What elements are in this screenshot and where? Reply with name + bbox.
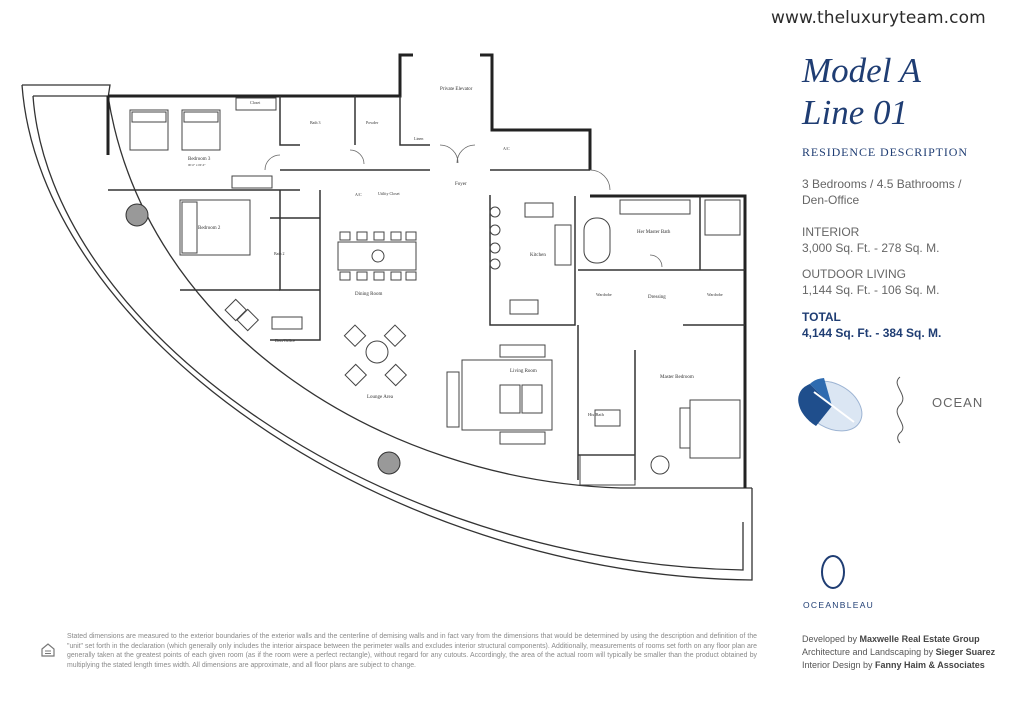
- total-value: 4,144 Sq. Ft. - 384 Sq. M.: [802, 326, 942, 340]
- dim-bedroom3: 00'-0" x 00'-0": [188, 163, 206, 167]
- interior-label: INTERIOR: [802, 225, 860, 239]
- outdoor-value: 1,144 Sq. Ft. - 106 Sq. M.: [802, 283, 940, 297]
- label-bedroom2: Bedroom 2: [198, 226, 221, 231]
- developer-name: Maxwelle Real Estate Group: [859, 634, 980, 644]
- label-bedroom3: Bedroom 3: [188, 157, 211, 162]
- ocean-wave-icon: [888, 375, 912, 445]
- label-bath2: Bath 2: [274, 251, 285, 256]
- exterior-walls: [108, 55, 745, 488]
- oceanbleau-wordmark: OCEANBLEAU: [803, 600, 875, 610]
- label-dining-room: Dining Room: [355, 292, 383, 297]
- interior-prefix: Interior Design by: [802, 660, 876, 670]
- legal-disclaimer: Stated dimensions are measured to the exterior boundaries of the exterior walls and the centerline of demising walls and in fact vary from the dimensions that would be determined by using the description and definition of the "unit" set forth in the declaration (which generally only includes the interior airspace between the perimeter walls and excludes interior structural components). Additionally, measurements of rooms set forth on any floor plan are generally taken at the greatest points of each given room (as if the room were a perfect rectangle), without regard for any cutouts. Accordingly, the area of the actual room will typically be smaller than the product obtained by multiplying the stated length times width. All dimensions are approximate, and all floor plans are subject to change.: [67, 633, 757, 669]
- floor-plan: [0, 40, 770, 590]
- architect-name: Sieger Suarez: [935, 647, 996, 657]
- model-title: [802, 50, 1017, 134]
- label-dressing: Dressing: [648, 295, 666, 300]
- label-wardrobe-2: Wardrobe: [707, 292, 723, 297]
- rooms-line-2: Den-Office: [802, 193, 860, 207]
- column-2: [378, 452, 400, 474]
- label-den-office: Den/Office: [275, 338, 296, 343]
- label-living-room: Living Room: [510, 369, 537, 374]
- rooms-line-1: 3 Bedrooms / 4.5 Bathrooms /: [802, 177, 962, 191]
- door-swings: [265, 145, 662, 267]
- label-master-bedroom: Master Bedroom: [660, 375, 694, 380]
- label-closet: Closet: [250, 100, 261, 105]
- outdoor-label: OUTDOOR LIVING: [802, 267, 907, 281]
- equal-housing-icon: [40, 642, 56, 658]
- label-ac-2: A/C: [355, 192, 362, 197]
- interior-credit: [802, 659, 1022, 672]
- total-label: TOTAL: [802, 310, 841, 324]
- ocean-label: OCEAN: [932, 395, 984, 410]
- architecture-prefix: Architecture and Landscaping by: [802, 647, 936, 657]
- bedroom3-beds: [130, 98, 276, 150]
- rooms-summary: [802, 176, 961, 208]
- residence-heading: RESIDENCE DESCRIPTION: [802, 145, 968, 159]
- label-lounge-area: Lounge Area: [367, 395, 393, 400]
- interior-designer-name: Fanny Haim & Associates: [875, 660, 985, 670]
- credits: [802, 633, 1022, 672]
- den-furniture: [225, 299, 302, 330]
- label-foyer: Foyer: [455, 182, 467, 187]
- developer-credit: [802, 633, 1022, 646]
- label-her-master-bath: Her Master Bath: [637, 230, 671, 235]
- label-bath3: Bath 3: [310, 120, 321, 125]
- label-wardrobe-1: Wardrobe: [596, 292, 612, 297]
- interior-walls: [108, 96, 745, 480]
- label-ac-1: A/C: [503, 146, 510, 151]
- label-utility-closet: Utility Closet: [378, 191, 400, 196]
- lounge-furniture: [344, 325, 406, 386]
- interior-area: [802, 224, 939, 256]
- dining-table: [338, 232, 416, 280]
- label-his-bath: His Bath: [588, 412, 604, 417]
- label-private-elevator: Private Elevator: [440, 87, 473, 92]
- living-furniture: [447, 345, 552, 444]
- website-url[interactable]: www.theluxuryteam.com: [771, 8, 986, 28]
- label-kitchen: Kitchen: [530, 253, 546, 258]
- model-line: Line 01: [802, 93, 908, 132]
- model-name: Model A: [802, 51, 921, 90]
- master-fixtures: [580, 200, 740, 485]
- interior-value: 3,000 Sq. Ft. - 278 Sq. M.: [802, 241, 940, 255]
- compass-icon: [796, 370, 868, 442]
- label-powder: Powder: [366, 120, 379, 125]
- label-linen: Linen: [414, 136, 424, 141]
- bedroom2-bed: [180, 176, 272, 255]
- architect-credit: [802, 646, 1022, 659]
- kitchen-fixtures: [490, 203, 571, 314]
- column-1: [126, 204, 148, 226]
- oceanbleau-logo-icon: [818, 552, 848, 592]
- developed-prefix: Developed by: [802, 634, 860, 644]
- total-area: [802, 309, 941, 341]
- outdoor-area: [802, 266, 939, 298]
